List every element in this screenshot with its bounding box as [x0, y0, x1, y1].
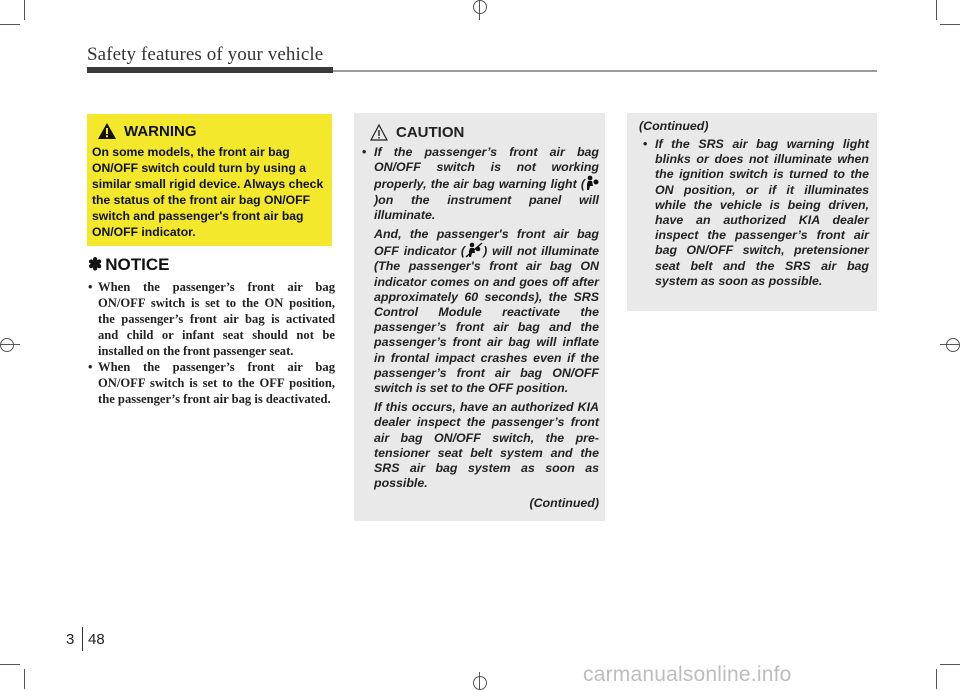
airbag-warning-light-icon [585, 175, 599, 191]
crop-mark [936, 669, 937, 689]
notice-title-label: NOTICE [105, 255, 170, 274]
registration-mark [479, 0, 480, 20]
list-item: • When the passenger’s front air bag ON/OFF switch is set to the ON position, the passenger’s front air bag is activated and child or infant seat should not be installed on the front passenger seat. [88, 280, 335, 358]
registration-mark [479, 672, 480, 689]
registration-mark [946, 338, 960, 352]
crop-mark [936, 0, 937, 20]
caution-paragraph [362, 227, 599, 396]
caution-continued: (Continued) [529, 496, 599, 511]
registration-mark [0, 344, 20, 345]
caution-triangle-icon [370, 124, 388, 141]
page-number-divider [82, 627, 83, 651]
notice-item-text: When the passenger’s front air bag ON/OFF switch is set to the OFF position, the passenger’s front air bag is deactivated. [98, 360, 335, 406]
warning-triangle-icon [98, 123, 116, 139]
warning-title: WARNING [124, 122, 197, 140]
passenger-airbag-off-icon [465, 242, 483, 258]
registration-mark [0, 338, 14, 352]
crop-mark [0, 24, 20, 25]
watermark: carmanualsonline.info [583, 663, 792, 686]
registration-mark [940, 344, 960, 345]
registration-mark [473, 676, 487, 690]
chapter-number: 3 [66, 631, 75, 648]
warning-box [87, 114, 332, 246]
crop-mark [940, 664, 960, 665]
caution-paragraph: If this occurs, have an authorized KIA dealer inspect the passenger’s front air bag ON/OFF switch, the pre-tensioner seat belt system and the SRS air bag system as soon as possible. [374, 400, 599, 491]
caution-title: CAUTION [396, 123, 465, 141]
caution-header [370, 121, 599, 143]
page-number: 48 [88, 631, 105, 648]
list-item: • When the passenger’s front air bag ON/OFF switch is set to the OFF position, the passenger’s front air bag is deactivated. [88, 360, 335, 406]
caution-bullet: • If the passenger’s front air bag ON/OFF switch is not working properly, the air bag warning light ()on the instrument panel will illuminate. [362, 145, 599, 222]
notice-list [88, 279, 335, 407]
crop-mark [940, 24, 960, 25]
caution-bullet-lead: If the passenger’s front air bag ON/OFF switch is not working properly, the air bag warning light ( [374, 145, 599, 192]
notice-star-icon: ✽ [88, 255, 103, 274]
section-title: Safety features of your vehicle [87, 44, 324, 65]
list-item: • If the SRS air bag warning light blinks or does not illuminate when the ignition switch is turned to the ON position, or if it illuminates while the vehicle is being driven, have an authorized KIA dealer inspect the passenger’s front air bag ON/OFF switch, pretensioner seat belt and the SRS air bag system as soon as possible. [643, 137, 869, 288]
notice-item-text: When the passenger’s front air bag ON/OFF switch is set to the ON position, the passenger’s front air bag is activated and child or infant seat should not be installed on the front passenger seat. [98, 280, 335, 358]
caution-bullet-tail: )on the instrument panel will illuminate. [374, 192, 599, 222]
registration-mark [473, 0, 487, 14]
warning-header [98, 120, 324, 142]
continued-item-text: If the SRS air bag warning light blinks or does not illuminate when the ignition switch is turned to the ON position, or if it illuminates while the vehicle is being driven, have an authorized KIA dealer inspect the passenger’s front air bag ON/OFF switch, pretensioner seat belt and the SRS air bag system as soon as possible. [655, 137, 869, 288]
crop-mark [24, 669, 25, 689]
continued-box [627, 113, 877, 311]
caution-para2-tail: ) will not illuminate (The passenger's front air bag ON indicator comes on and goes off after approximately 60 seconds), the SRS Control Module reactivate the passenger’s front air bag and the passenger’s front air bag will inflate in frontal impact crashes even if the passenger’s front air bag ON/OFF switch is set to the OFF position. [374, 244, 599, 396]
continued-head: (Continued) [639, 119, 709, 133]
notice-title [88, 255, 169, 275]
crop-mark [0, 664, 20, 665]
caution-para2-lead: And, the passenger's front air bag OFF indicator ( [374, 227, 599, 259]
header-rule-accent [87, 67, 333, 73]
warning-text: On some models, the front air bag ON/OFF switch could turn by using a similar small rigid device. Always check the status of the front air bag ON/OFF switch and passenger's front air bag ON/OFF indicator. [92, 145, 324, 239]
crop-mark [24, 0, 25, 20]
caution-box [354, 113, 605, 521]
